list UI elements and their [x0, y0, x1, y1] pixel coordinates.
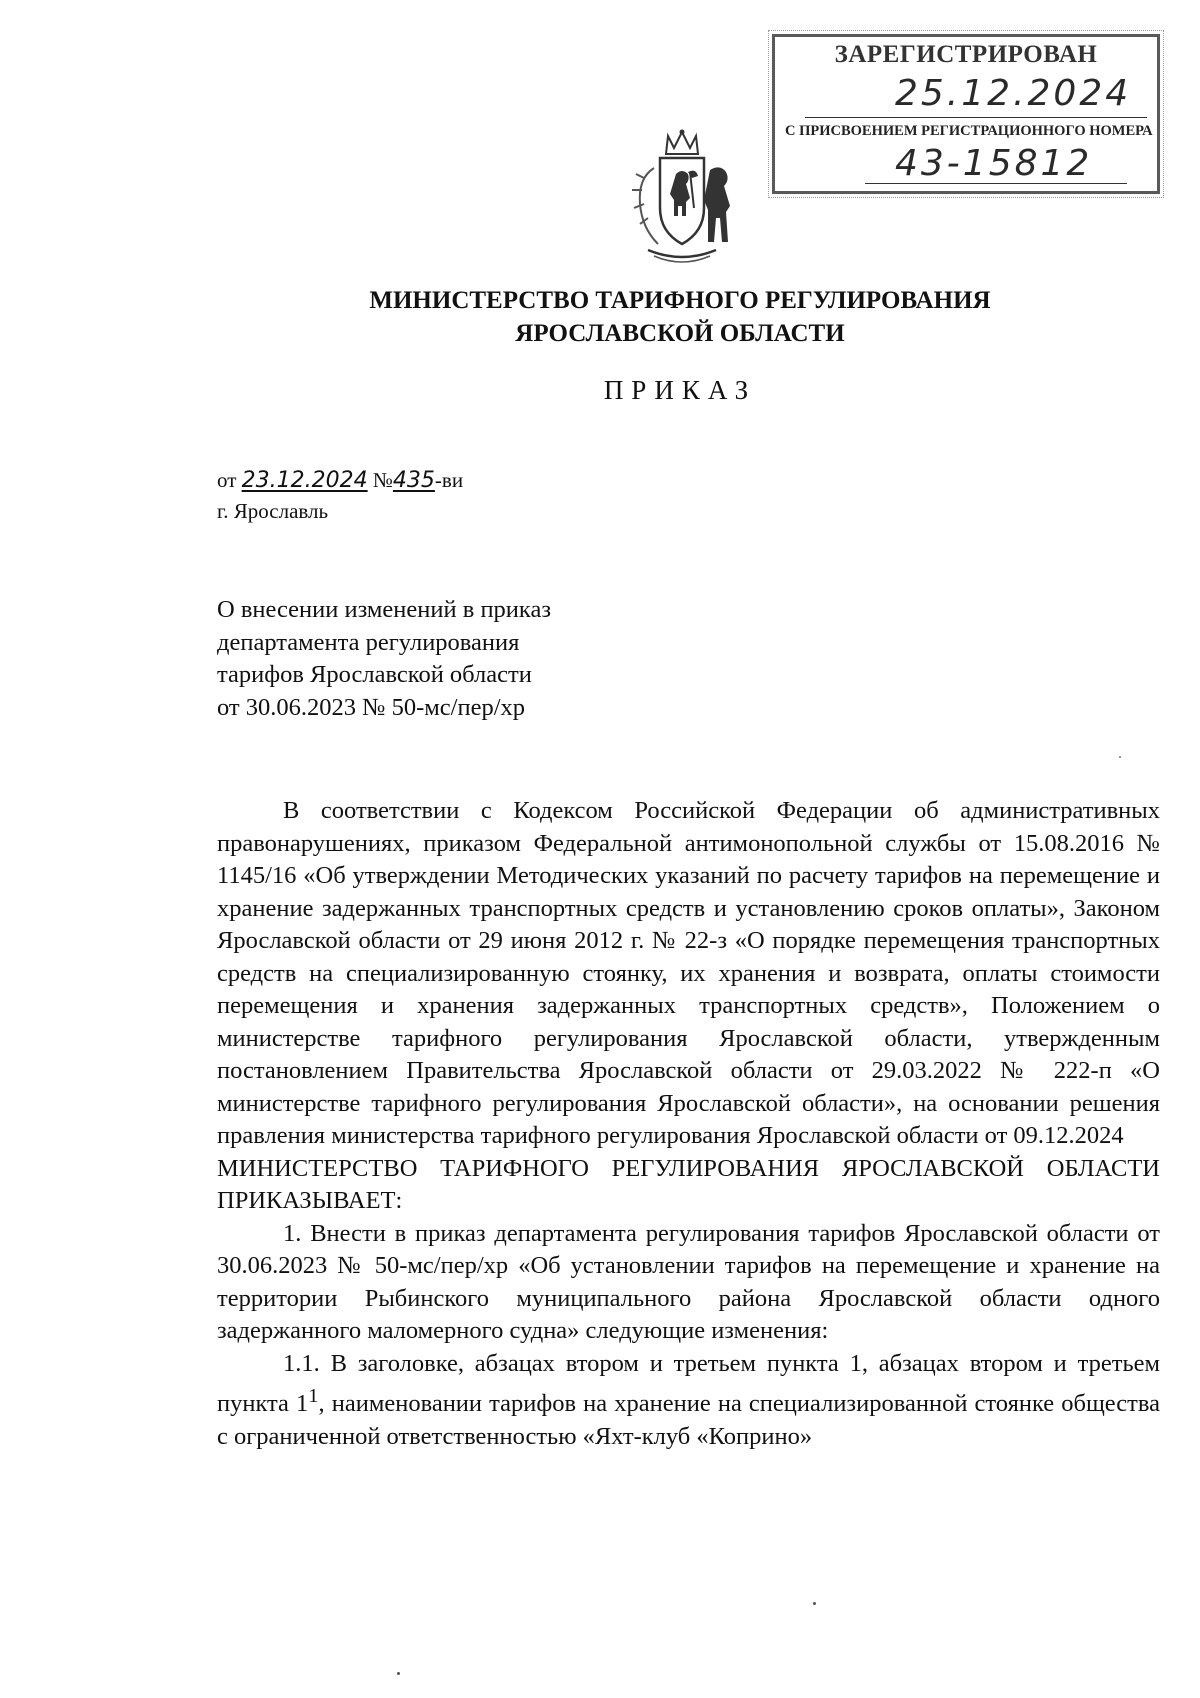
- item-1-1-paragraph: [217, 1348, 1160, 1454]
- subject-line3: тарифов Ярославской области: [217, 661, 532, 688]
- stamp-divider-bottom: [865, 183, 1127, 184]
- item-1-1-text-end: , наименовании тарифов на хранение на специализированной стоянке общества с ограниченной ответственностью «Яхт-клуб «Коприно»: [217, 1390, 1160, 1450]
- scan-speck: [397, 1672, 400, 1675]
- preamble-paragraph: В соответствии с Кодексом Российской Федерации об административных правонарушениях, приказом Федеральной антимонопольной службы от 15.08.2016 № 1145/16 «Об утверждении Методических указаний по расчету тарифов на перемещение и хранение задержанных транспортных средств и установлению сроков оплаты», Законом Ярославской области от 29 июня 2012 г. № 22-з «О порядке перемещения транспортных средств на специализированную стоянку, их хранения и возврата, оплаты стоимости перемещения и хранения задержанных транспортных средств», Положением о министерстве тарифного регулирования Ярославской области, утвержденным постановлением Правительства Ярославской области от 29.03.2022 № 222-п «О министерстве тарифного регулирования Ярославской области», на основании решения правления министерства тарифного регулирования Ярославской области от 09.12.2024: [217, 797, 1160, 1149]
- order-city: г. Ярославль: [217, 499, 329, 523]
- order-subject: [217, 594, 551, 724]
- subject-line1: О внесении изменений в приказ: [217, 596, 552, 623]
- stamp-date: 25.12.2024: [895, 73, 1132, 114]
- ministry-name-line2: ЯРОСЛАВСКОЙ ОБЛАСТИ: [515, 320, 845, 347]
- stamp-divider: [805, 117, 1147, 118]
- subject-line2: департамента регулирования: [217, 628, 520, 656]
- stamp-registration-number: 43-15812: [895, 143, 1093, 184]
- scan-speck: [813, 1602, 816, 1605]
- order-number-label: №: [372, 468, 393, 492]
- order-date-number: [217, 466, 463, 495]
- item-1-paragraph: 1. Внести в приказ департамента регулирования тарифов Ярославской области от 30.06.2023 № 50-мс/пер/хр «Об установлении тарифов на перемещение и хранение на территории Рыбинского муниципального района Ярославской области одного задержанного маломерного судна» следующие изменения:: [217, 1219, 1160, 1344]
- stamp-subtitle: С ПРИСВОЕНИЕМ РЕГИСТРАЦИОННОГО НОМЕРА: [785, 123, 1153, 139]
- scan-speck: [1119, 756, 1121, 758]
- order-date: 23.12.2024: [241, 468, 368, 493]
- registration-stamp: [772, 34, 1160, 194]
- order-body: [217, 795, 1160, 1453]
- subject-line4: от 30.06.2023 № 50-мс/пер/хр: [217, 693, 526, 721]
- ministry-name-line1: МИНИСТЕРСТВО ТАРИФНОГО РЕГУЛИРОВАНИЯ: [369, 287, 991, 314]
- coat-of-arms-icon: [618, 128, 746, 268]
- item-1-1-superscript: 1: [308, 1385, 319, 1407]
- order-from-label: от: [217, 468, 237, 492]
- item-1-1-text-start: 1.1. В заголовке, абзацах втором и третьем пункта 1, абзацах втором и третьем пункта 1: [217, 1349, 1160, 1418]
- order-number: 435: [392, 468, 435, 493]
- stamp-title: ЗАРЕГИСТРИРОВАН: [834, 41, 1098, 68]
- resolution-paragraph: МИНИСТЕРСТВО ТАРИФНОГО РЕГУЛИРОВАНИЯ ЯРОСЛАВСКОЙ ОБЛАСТИ ПРИКАЗЫВАЕТ:: [217, 1154, 1160, 1214]
- ministry-name: [0, 284, 1200, 350]
- order-number-suffix: -ви: [434, 468, 464, 492]
- document-type: ПРИКАЗ: [603, 375, 757, 405]
